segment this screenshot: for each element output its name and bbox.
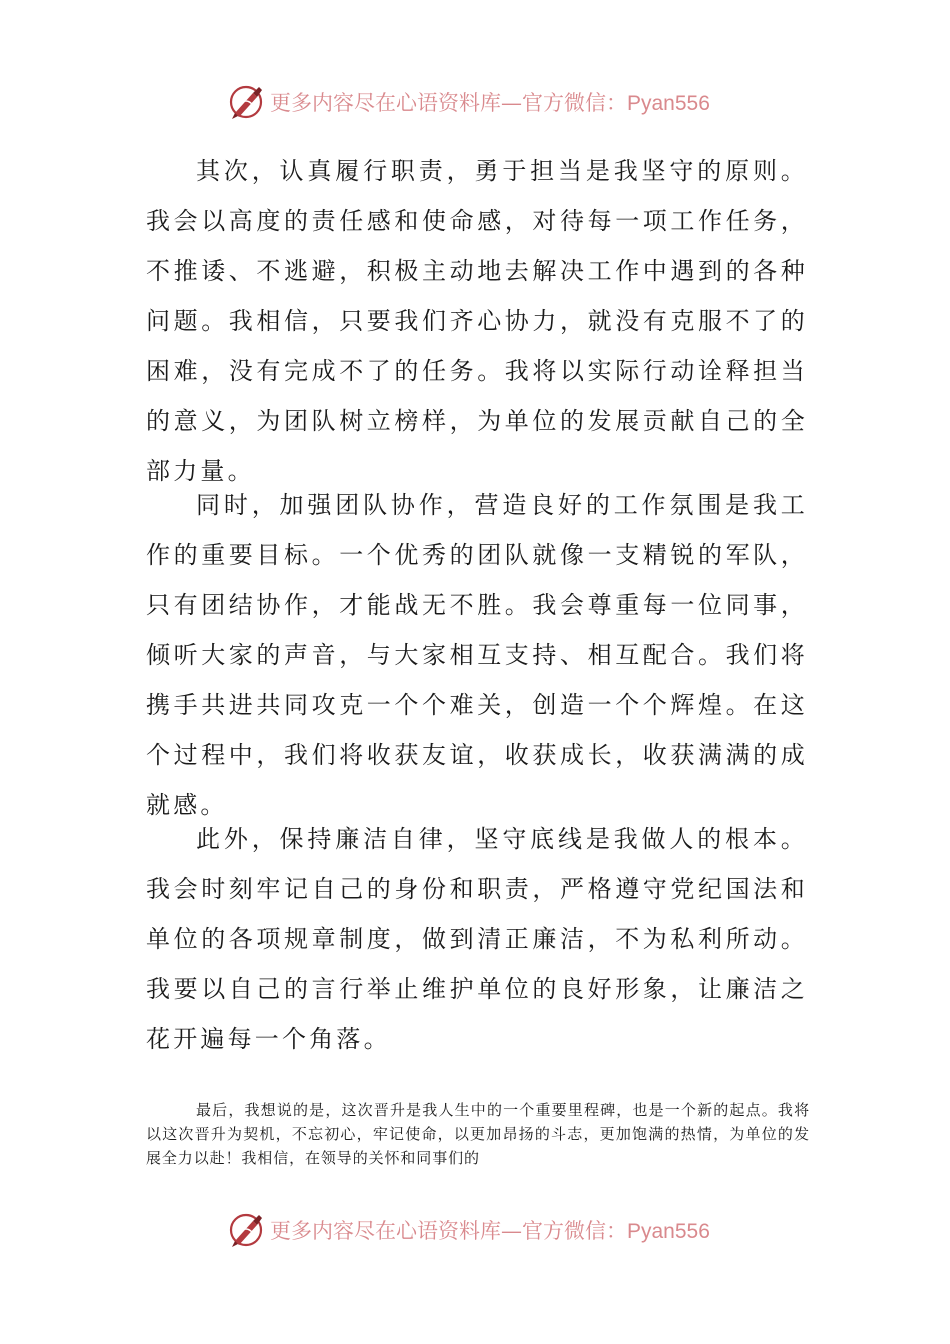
pen-logo-icon: [226, 1210, 266, 1250]
pen-logo-icon: [226, 82, 266, 122]
paragraph-1-text: 其次，认真履行职责，勇于担当是我坚守的原则。我会以高度的责任感和使命感，对待每一项工作任务，不推诿、不逃避，积极主动地去解决工作中遇到的各种问题。我相信，只要我们齐心协力，就没有克服不了的困难，没有完成不了的任务。我将以实际行动诠释担当的意义，为团队树立榜样，为单位的发展贡献自己的全部力量。: [146, 157, 808, 485]
paragraph-3: [146, 814, 808, 1064]
footer-banner: [226, 1208, 746, 1252]
paragraph-3-text: 此外，保持廉洁自律，坚守底线是我做人的根本。我会时刻牢记自己的身份和职责，严格遵守党纪国法和单位的各项规章制度，做到清正廉洁，不为私利所动。我要以自己的言行举止维护单位的良好形象，让廉洁之花开遍每一个角落。: [146, 825, 808, 1053]
header-banner-text: [270, 87, 710, 117]
footer-banner-main: 更多内容尽在心语资料库—官方微信：: [270, 1219, 627, 1243]
paragraph-2-text: 同时，加强团队协作，营造良好的工作氛围是我工作的重要目标。一个优秀的团队就像一支精锐的军队，只有团结协作，才能战无不胜。我会尊重每一位同事，倾听大家的声音，与大家相互支持、相互配合。我们将携手共进共同攻克一个个难关，创造一个个辉煌。在这个过程中，我们将收获友谊，收获成长，收获满满的成就感。: [146, 491, 808, 819]
paragraph-4-text: 最后，我想说的是，这次晋升是我人生中的一个重要里程碑，也是一个新的起点。我将以这次晋升为契机，不忘初心，牢记使命，以更加昂扬的斗志，更加饱满的热情，为单位的发展全力以赴！我相信，在领导的关怀和同事们的: [146, 1101, 810, 1167]
header-wechat-id: Pyan556: [627, 92, 710, 115]
header-banner: [226, 80, 746, 124]
paragraph-2: [146, 480, 808, 830]
header-banner-main: 更多内容尽在心语资料库—官方微信：: [270, 91, 627, 115]
footer-wechat-id: Pyan556: [627, 1220, 710, 1243]
footer-banner-text: [270, 1215, 710, 1245]
paragraph-1: [146, 146, 808, 496]
